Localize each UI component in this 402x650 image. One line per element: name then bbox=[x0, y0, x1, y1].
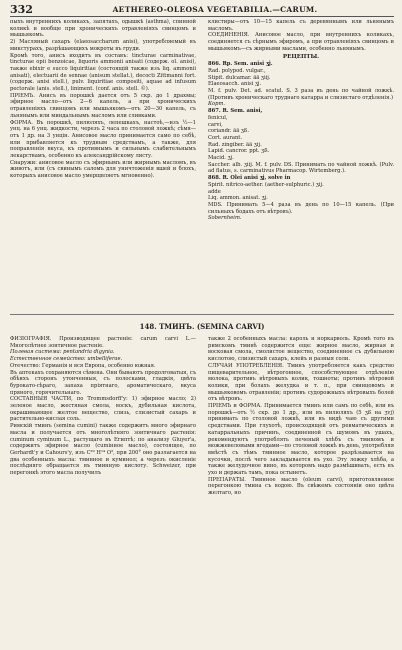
recipe-line: Stipit. dulcamar. ää ʒiij. bbox=[208, 74, 271, 81]
bottom-columns bbox=[10, 336, 394, 646]
paragraph: ПРІЕМЪ и ФОРМА. Принимается тминъ или самъ по себѣ, или въ порошкѣ—отъ ½ скр. до 1 др., или въ пилюляхъ (5 ʒß на ʒvj) принимать по столовой ложкѣ, или въ видѣ чаю съ другими средствами. При глухотѣ, происходящей отъ ревматическихъ и катарральныхъ причинъ, соединенной съ шумомъ въ ушахъ, рекомендуютъ употреблять печеный хлѣбъ съ тминомъ и можжевеловыми ягодами—по столовой ложкѣ въ день, употребляя вмѣстѣ съ тѣмъ тминное масло, которое разрѣзывается на кусочки, послѣ чего закладывается въ ухо. Эту ложку хлѣба, а также желудочное вино, въ которомъ надо размѣшивать, есть въ ухо и держать тамъ, пока остынетъ. bbox=[208, 403, 394, 477]
paragraph: пыхъ внутреннихъ коликахъ, запятахъ, одышкѣ (asthma), спинной коликѣ и вообще при хроническихъ отравленіяхъ свинцомъ и мышьякомъ. bbox=[10, 19, 196, 39]
paragraph: Естественное семейство: umbelliferae. bbox=[10, 356, 123, 363]
recipe-line: adde bbox=[208, 188, 221, 195]
running-title: AETHEREO-OLEOSA VEGETABILIA.—CARUM. bbox=[112, 4, 318, 14]
recipe-author: Корт. bbox=[208, 101, 226, 108]
paragraph: также 2 особенныхъ масла: кароль и норкарволь. Кромѣ того въ римскомъ тминѣ содержится еще: жирное масло, жирная и восковая смола, смолистое вещество, соединенное съ дубильною кислотою, слизистый сахаръ, клейъ и разныя соли. bbox=[208, 336, 394, 363]
paragraph: 2) Масляный сахаръ (elaeosaccharum anisi), употребляемый въ микстурахъ, разрѣшающихъ мокроты въ груди. bbox=[10, 39, 196, 52]
recipe-line: Spirit. nitrico-aether. (aether-sulphuric.) ʒij. bbox=[208, 181, 324, 188]
paragraph: Кромѣ того, анисъ входитъ въ составъ: tincturae carminativae, tincturae opii benzoicae, liquoris ammonii anisati (содерж. ol. anisi), также ebixir e succo liquiritiae (состоящій также изъ liq. ammonii anisati), electuarii de sennae (anisum stellat.), decocti Zittmanni fort. (содерж. anisi stell.), pulv. liquiritiae compositi, aquae ad infusum pectorale (anis. stell.), liniment. (conf. anis. stell. ©). bbox=[10, 52, 196, 93]
recipe-line: Cort. aurant. bbox=[208, 134, 243, 141]
paragraph: ПРІЕМЪ. Анисъ въ порошкѣ дается отъ 5 скр. до 1 драхмы; эфирное масло—отъ 2—6 капель, а при хроническихъ отравленіяхъ свинцомъ или мышьякомъ—отъ 20—30 капель, съ льнянымъ или миндальнымъ масломъ или сливками. bbox=[10, 92, 196, 119]
top-right-column bbox=[208, 19, 394, 307]
bottom-left-column bbox=[10, 336, 196, 646]
recipe-line: Macid. ʒj. bbox=[208, 155, 234, 162]
paragraph: СЛУЧАИ УПОТРЕБЛЕНІЯ. Тминъ употребляется какъ средство пищеварительное, вѣтрогонное, способствующее отдѣленію молока, противъ вѣтровыхъ колик, тошноты; противъ вѣтровой колики, при болахъ желудка и т. п., при свинцовомъ и мышьяковомъ отравленіи; противъ судорожныхъ вѣтровыхъ болей отъ вѣтровъ. bbox=[208, 362, 394, 403]
paragraph: Снаружи: анисовое масло съ эфирнымъ или жирнымъ масломъ, въ животъ, или (съ свинымъ саломъ для уничтоженія вшей и блохъ, которыхъ анисовое масло умерщвляетъ мгновенно). bbox=[10, 159, 196, 180]
page-number: 332 bbox=[10, 2, 33, 16]
top-columns bbox=[10, 19, 394, 307]
paragraph: ФОРМА. Въ порошкѣ, пилюляхъ, лепешкахъ, настоѣ,—изъ ½—1 унц. на 6 унц. жидкости, черезъ 2 часа по столовой ложкѣ; сѣмя—отъ 1 др. на 3 унцін. Анисовое масло принимается само по себѣ, или прибавляется къ трудным средствамъ, а также, для поправленія вкуса, къ противнымъ и сильнымъ слабительнымъ лекарствамъ, особенно къ александрійскому листу. bbox=[10, 119, 196, 160]
recipe-line: carvi, bbox=[208, 121, 223, 128]
recipe-line: 867. R. Sem. anisi, bbox=[208, 108, 263, 115]
section-heading: 148. ТМИНЪ. (SEMINA CARVI) bbox=[139, 322, 265, 331]
paragraph: СОСТАВНЫЯ ЧАСТИ, по Trommsdorff'у: 1) эфирное масло; 2) зеленое масло, жестяная смола, воскъ, дубильная кислота, окрашивающее желтое вещество, слизь, слизистый сахаръ и растительно-кислая соль. bbox=[10, 396, 196, 423]
paragraph: Полевая система: pentandria digynia. bbox=[10, 349, 115, 356]
recipe-line: Liq. ammon. anisat. ʒj. bbox=[208, 195, 268, 202]
paragraph: клистиры—отъ 10—15 капель съ деревяннымъ или льнянымъ масломъ. bbox=[208, 19, 394, 32]
recipe-line: MDS. Принимать 5—4 раза въ день по 10—15 капель. (При сильныхъ бодахъ отъ вѣтровъ). bbox=[208, 201, 394, 215]
top-left-column bbox=[10, 19, 196, 307]
recipe-line: Saccher. alb. ʒiij. M. f. pulv. DS. Принимать по чайной ложкѣ. (Pulv. ad flatus, s. carminativus Pharmacop. Wirtemberg.). bbox=[208, 161, 394, 175]
paragraph: ПРЕПАРАТЫ. Тминное масло (oleum carvi), приготовляемое перегонкою тмина съ водою. Въ свѣжемъ состояніи оно цвѣта желтаго, но bbox=[208, 476, 394, 497]
paragraph: Римскій тминъ (semina cumini) также содержитъ много эфирнаго масла и получается отъ многолѣтняго зонтичнаго растенія: cuminum cyminum L., растущаго въ Египтѣ; по анализу Gluyer'а, содержитъ эфирное масло (cumiнное масло), состоящее, по Gerhardt'у и Cahours'у, изъ C²⁰ H¹⁴ O², при 200° оно разлагается на два особенныхъ масла: тминное и куминол; а черезъ окисленіе послѣдняго обращается въ тминную кислоту. Schweizer, при перегонкѣ этого масла получилъ bbox=[10, 423, 196, 477]
paragraph: Въ аптекахъ сохраняются сѣмена. Они бываютъ продолговатыя, съ обѣихъ сторонъ утонченныя, съ полосками, гладкія, цвѣта бурокато-сѣраго, запаха пріятнаго, ароматическаго, вкуса пряного, горячительнаго. bbox=[10, 369, 196, 396]
recipe-line: Rad. zingiber. ää ʒij. bbox=[208, 141, 262, 148]
page-header bbox=[10, 2, 394, 17]
recipe-866 bbox=[208, 61, 394, 108]
paragraph: ФИЗІОГРАФІЯ. Производящее растеніе: carum carvi L.—Многолѣтнее зонтичное растеніе. bbox=[10, 336, 196, 349]
recipe-line: fenicul, bbox=[208, 114, 228, 121]
section-divider bbox=[10, 314, 394, 315]
recipe-author: Sobernheim. bbox=[208, 215, 242, 222]
recipe-868 bbox=[208, 175, 394, 222]
recipe-line: 868. R. Olei anisi ʒj, solve in bbox=[208, 175, 291, 182]
recipe-line: Rad. polypod. vulgar., bbox=[208, 67, 266, 74]
recipe-line: 866. Rp. Sem. anisi ʒj. bbox=[208, 61, 273, 68]
recipe-line: Elaeosacch. anisi ʒj. bbox=[208, 81, 262, 88]
recipes-heading: РЕЦЕПТЫ. bbox=[282, 53, 320, 60]
recipe-line: M. f. pulv. Det. ad. scatul. S. 3 раза въ день по чайной ложкѣ. (Противъ хроническаго труднаго катарра и слизистаго отдѣленія.) bbox=[208, 88, 394, 101]
recipe-line: coriandr. ää ʒß. bbox=[208, 128, 250, 135]
paragraph: Отечество: Германія и вся Европа, особенно южная. bbox=[10, 362, 156, 369]
paragraph: СОЕДИНЕНІЯ. Анисовое масло, при внутреннихъ коликахъ, соединяется съ сѣрнымъ эфиромъ, а при отравленіяхъ свинцомъ и мышьякомъ—съ жирными маслами, особенно льнянымъ. bbox=[208, 32, 394, 52]
recipe-867 bbox=[208, 108, 394, 175]
recipe-line: Lapid. cancror. ppt. ʒß. bbox=[208, 148, 270, 155]
bottom-right-column bbox=[208, 336, 394, 646]
